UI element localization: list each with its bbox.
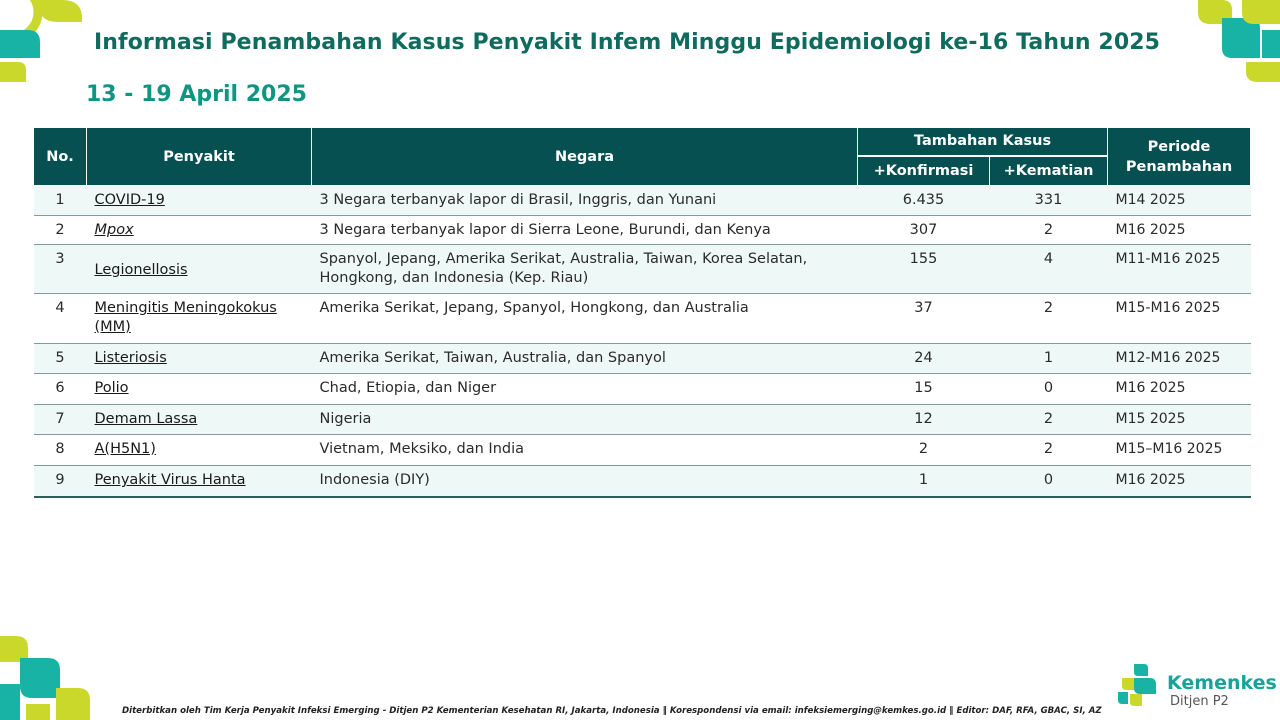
row-disease[interactable] (87, 294, 312, 344)
table-row (34, 435, 1251, 466)
row-countries: 3 Negara terbanyak lapor di Sierra Leone, Burundi, dan Kenya (312, 216, 858, 245)
case-table (33, 127, 1251, 498)
disease-link[interactable]: Legionellosis (94, 262, 188, 278)
row-no: 4 (34, 294, 87, 344)
footer-credits: Diterbitkan oleh Tim Kerja Penyakit Infeksi Emerging - Ditjen P2 Kementerian Kesehatan RI, Jakarta, Indonesia ‖ Korespondensi via email: infeksiemerging@kemkes.go.id ‖ Editor: DAF, RFA, GBAC, SI, AZ (122, 706, 1102, 716)
row-deaths: 2 (990, 216, 1108, 245)
row-period: M15–M16 2025 (1108, 435, 1251, 466)
brand-subtitle: Ditjen P2 (1170, 694, 1229, 709)
row-countries: Indonesia (DIY) (312, 466, 858, 497)
table-row (34, 466, 1251, 497)
header-periode: Periode Penambahan (1108, 128, 1251, 186)
row-confirmed: 24 (858, 344, 990, 374)
row-confirmed: 37 (858, 294, 990, 344)
row-disease[interactable] (87, 466, 312, 497)
kemenkes-logo-icon (1116, 664, 1164, 708)
corner-decoration-top-left (0, 0, 90, 90)
row-disease[interactable] (87, 186, 312, 216)
row-deaths: 1 (990, 344, 1108, 374)
disease-link[interactable]: Demam Lassa (94, 411, 198, 427)
row-period: M16 2025 (1108, 374, 1251, 405)
row-period: M14 2025 (1108, 186, 1251, 216)
row-deaths: 331 (990, 186, 1108, 216)
date-range: 13 - 19 April 2025 (86, 82, 307, 107)
row-no: 1 (34, 186, 87, 216)
row-deaths: 2 (990, 435, 1108, 466)
disease-link[interactable]: Mpox (94, 222, 134, 238)
row-no: 2 (34, 216, 87, 245)
row-period: M11-M16 2025 (1108, 245, 1251, 294)
header-no: No. (34, 128, 87, 186)
row-countries: Chad, Etiopia, dan Niger (312, 374, 858, 405)
table-row (34, 405, 1251, 435)
row-confirmed: 307 (858, 216, 990, 245)
row-countries: Nigeria (312, 405, 858, 435)
row-disease[interactable] (87, 245, 312, 294)
row-no: 5 (34, 344, 87, 374)
row-countries: 3 Negara terbanyak lapor di Brasil, Inggris, dan Yunani (312, 186, 858, 216)
row-countries: Amerika Serikat, Taiwan, Australia, dan Spanyol (312, 344, 858, 374)
row-period: M16 2025 (1108, 466, 1251, 497)
table-row (34, 216, 1251, 245)
brand-name: Kemenkes (1167, 672, 1277, 694)
header-tambahan-kasus: Tambahan Kasus (858, 128, 1108, 156)
disease-link[interactable]: Listeriosis (94, 350, 167, 366)
header-konfirmasi: +Konfirmasi (858, 156, 990, 186)
row-confirmed: 12 (858, 405, 990, 435)
header-negara: Negara (312, 128, 858, 186)
row-disease[interactable] (87, 435, 312, 466)
row-disease[interactable] (87, 405, 312, 435)
row-no: 6 (34, 374, 87, 405)
row-countries: Vietnam, Meksiko, dan India (312, 435, 858, 466)
disease-link[interactable]: A(H5N1) (94, 441, 156, 457)
row-deaths: 2 (990, 405, 1108, 435)
row-deaths: 0 (990, 466, 1108, 497)
table-row (34, 245, 1251, 294)
page-title: Informasi Penambahan Kasus Penyakit Infem Minggu Epidemiologi ke-16 Tahun 2025 (94, 30, 1161, 55)
corner-decoration-top-right (1192, 0, 1280, 90)
disease-link[interactable]: Meningitis Meningokokus (MM) (94, 300, 277, 335)
disease-link[interactable]: Polio (94, 380, 129, 396)
table-row (34, 186, 1251, 216)
row-disease[interactable] (87, 344, 312, 374)
row-confirmed: 2 (858, 435, 990, 466)
table-row (34, 374, 1251, 405)
row-period: M12-M16 2025 (1108, 344, 1251, 374)
row-countries: Spanyol, Jepang, Amerika Serikat, Australia, Taiwan, Korea Selatan, Hongkong, dan Indonesia (Kep. Riau) (312, 245, 858, 294)
row-period: M16 2025 (1108, 216, 1251, 245)
disease-link[interactable]: COVID-19 (94, 192, 165, 208)
corner-decoration-bottom-left (0, 632, 92, 720)
disease-link[interactable]: Penyakit Virus Hanta (94, 472, 246, 488)
row-disease[interactable] (87, 374, 312, 405)
header-kematian: +Kematian (990, 156, 1108, 186)
table-row (34, 294, 1251, 344)
row-no: 9 (34, 466, 87, 497)
row-confirmed: 15 (858, 374, 990, 405)
row-no: 3 (34, 245, 87, 294)
row-deaths: 0 (990, 374, 1108, 405)
row-confirmed: 6.435 (858, 186, 990, 216)
row-confirmed: 155 (858, 245, 990, 294)
row-countries: Amerika Serikat, Jepang, Spanyol, Hongkong, dan Australia (312, 294, 858, 344)
row-period: M15-M16 2025 (1108, 294, 1251, 344)
header-penyakit: Penyakit (87, 128, 312, 186)
table-row (34, 344, 1251, 374)
row-disease[interactable] (87, 216, 312, 245)
row-confirmed: 1 (858, 466, 990, 497)
row-no: 7 (34, 405, 87, 435)
row-deaths: 4 (990, 245, 1108, 294)
row-no: 8 (34, 435, 87, 466)
row-period: M15 2025 (1108, 405, 1251, 435)
row-deaths: 2 (990, 294, 1108, 344)
